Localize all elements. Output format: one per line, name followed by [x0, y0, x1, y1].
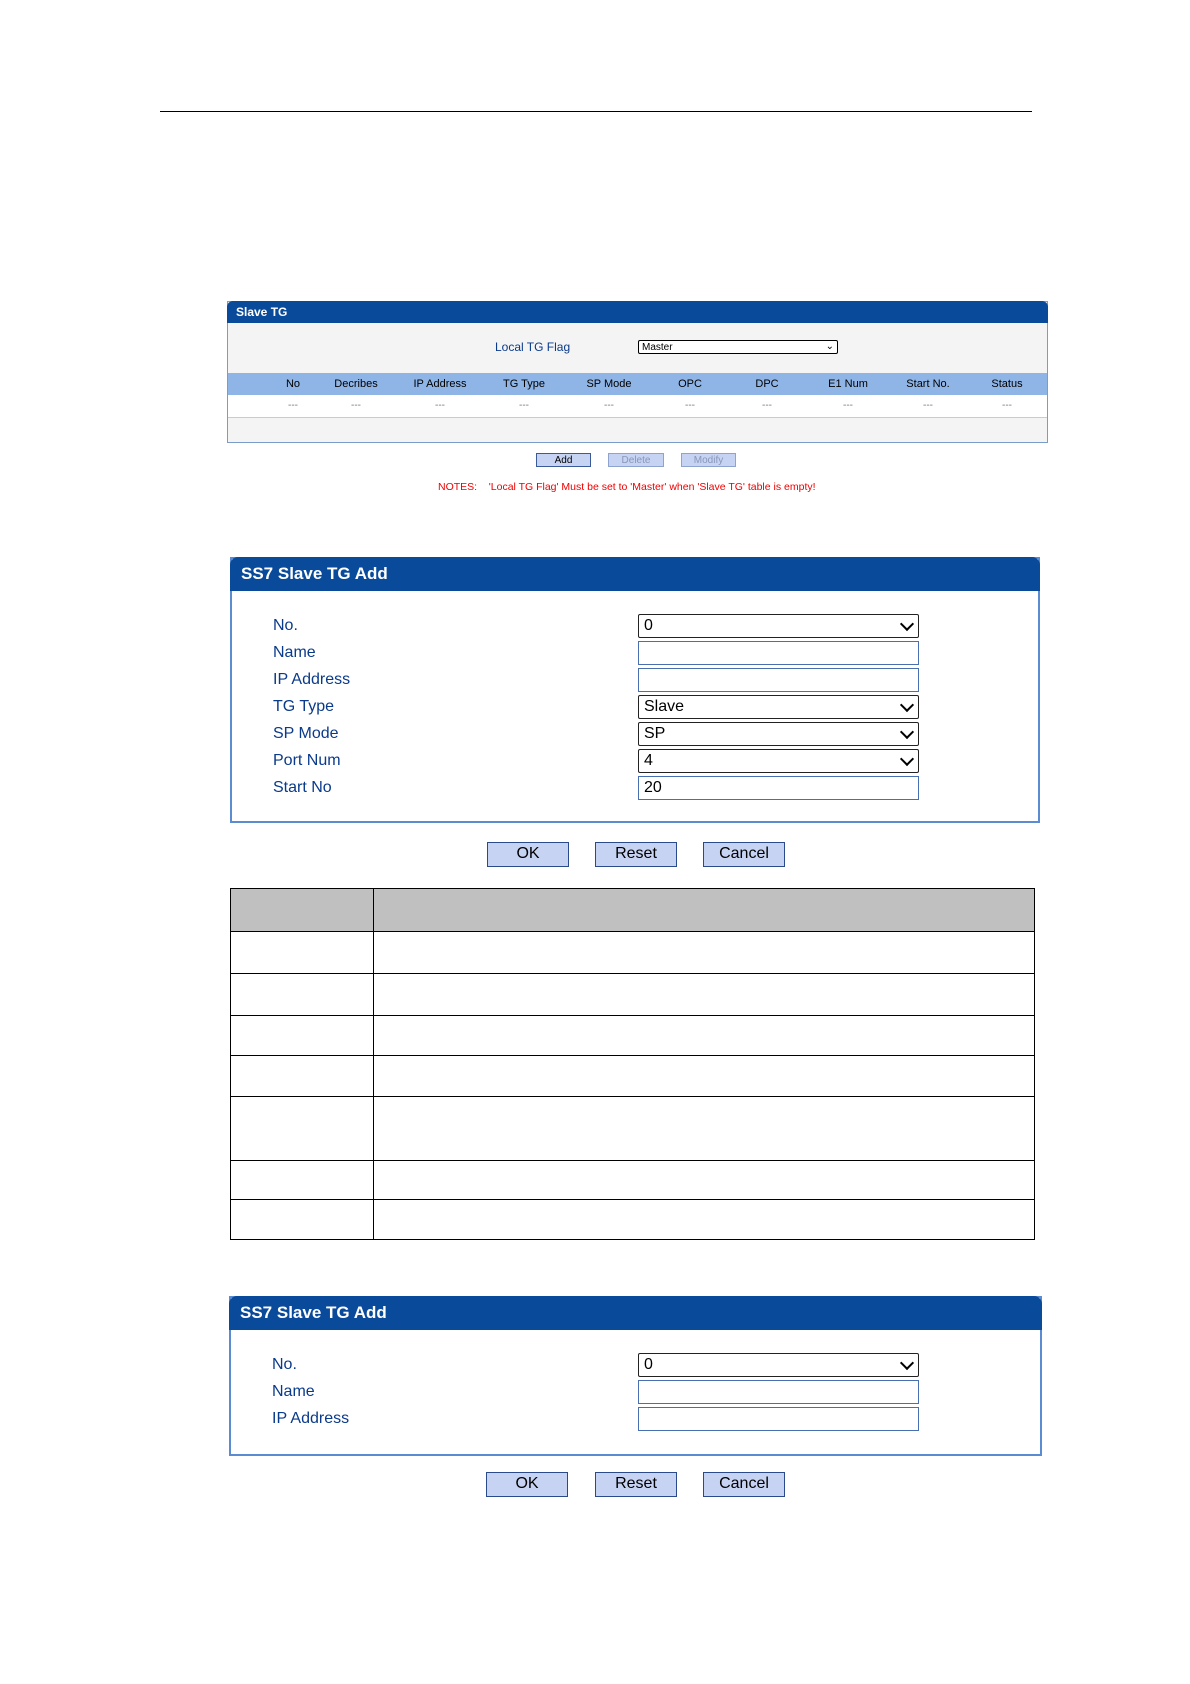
- start-no-input[interactable]: 20: [638, 776, 919, 800]
- table-cell: ---: [519, 400, 529, 411]
- table-border: [230, 1015, 1035, 1016]
- table-border: [230, 1239, 1035, 1240]
- panel-title: SS7 Slave TG Add: [229, 1296, 1042, 1330]
- table-border: [230, 1055, 1035, 1056]
- column-header: Decribes: [334, 378, 378, 390]
- column-header: IP Address: [413, 378, 467, 390]
- slave-tg-panel: [227, 301, 1048, 443]
- field-label-start-no: Start No: [273, 779, 332, 796]
- chevron-down-icon: [900, 1356, 914, 1370]
- field-label-name: Name: [273, 644, 316, 661]
- field-label-ip-address: IP Address: [272, 1410, 350, 1427]
- no-select[interactable]: [638, 1353, 919, 1377]
- cancel-button[interactable]: Cancel: [703, 1472, 785, 1497]
- column-header: OPC: [678, 378, 702, 390]
- cancel-button[interactable]: Cancel: [703, 842, 785, 867]
- table-cell: ---: [843, 400, 853, 411]
- reset-button[interactable]: Reset: [595, 1472, 677, 1497]
- notes-text: NOTES: 'Local TG Flag' Must be set to 'Master' when 'Slave TG' table is empty!: [438, 481, 816, 493]
- chevron-down-icon: [900, 752, 914, 766]
- field-label-name: Name: [272, 1383, 315, 1400]
- column-header: Start No.: [906, 378, 950, 390]
- name-input[interactable]: [638, 641, 919, 665]
- panel-title: SS7 Slave TG Add: [230, 557, 1040, 591]
- ok-button[interactable]: OK: [486, 1472, 568, 1497]
- field-label-port-num: Port Num: [273, 752, 341, 769]
- select-value: 4: [644, 752, 653, 769]
- table-cell: ---: [351, 400, 361, 411]
- sp-mode-select[interactable]: [638, 722, 919, 746]
- select-value: Slave: [644, 698, 685, 715]
- ss7-slave-tg-add-panel: [229, 1296, 1042, 1456]
- table-border: [373, 888, 374, 1240]
- reset-button[interactable]: Reset: [595, 842, 677, 867]
- name-input[interactable]: [638, 1380, 919, 1404]
- field-label-no: No.: [272, 1356, 297, 1373]
- tg-type-select[interactable]: [638, 695, 919, 719]
- ok-button[interactable]: OK: [487, 842, 569, 867]
- table-cell: ---: [685, 400, 695, 411]
- table-border: [230, 1199, 1035, 1200]
- delete-button[interactable]: Delete: [608, 453, 664, 467]
- field-label-tg-type: TG Type: [273, 698, 335, 715]
- port-num-select[interactable]: [638, 749, 919, 773]
- column-header: DPC: [755, 378, 779, 390]
- chevron-down-icon: [900, 725, 914, 739]
- header-rule: [160, 111, 1032, 112]
- chevron-down-icon: ⌄: [825, 341, 834, 352]
- panel-title: Slave TG: [227, 301, 1048, 323]
- table-border: [230, 888, 231, 1240]
- field-label-ip-address: IP Address: [273, 671, 351, 688]
- add-button[interactable]: Add: [536, 453, 591, 467]
- column-header: No: [285, 378, 301, 390]
- chevron-down-icon: [900, 617, 914, 631]
- table-header: [228, 373, 1047, 395]
- column-header: SP Mode: [586, 378, 632, 390]
- table-row: [228, 395, 1047, 418]
- ip-address-input[interactable]: [638, 668, 919, 692]
- chevron-down-icon: [900, 698, 914, 712]
- table-border: [230, 973, 1035, 974]
- field-label-sp-mode: SP Mode: [273, 725, 339, 742]
- ip-address-input[interactable]: [638, 1407, 919, 1431]
- table-cell: ---: [288, 400, 298, 411]
- table-border: [230, 1160, 1035, 1161]
- table-border: [1034, 888, 1035, 1240]
- field-label-no: No.: [273, 617, 298, 634]
- table-cell: ---: [604, 400, 614, 411]
- table-cell: ---: [435, 400, 445, 411]
- table-cell: ---: [762, 400, 772, 411]
- table-border: [230, 888, 1035, 889]
- table-cell: ---: [1002, 400, 1012, 411]
- local-tg-flag-select[interactable]: [638, 340, 838, 354]
- select-value: 0: [644, 617, 653, 634]
- table-cell: ---: [923, 400, 933, 411]
- select-value: SP: [644, 725, 666, 742]
- modify-button[interactable]: Modify: [681, 453, 736, 467]
- ss7-slave-tg-add-panel: [230, 557, 1040, 823]
- select-value: 0: [644, 1356, 653, 1373]
- table-border: [230, 1096, 1035, 1097]
- table-header: [230, 888, 1034, 931]
- select-value: Master: [642, 342, 673, 353]
- column-header: Status: [991, 378, 1023, 390]
- column-header: TG Type: [503, 378, 545, 390]
- table-border: [230, 931, 1035, 932]
- local-tg-flag-label: Local TG Flag: [495, 340, 571, 354]
- no-select[interactable]: [638, 614, 919, 638]
- column-header: E1 Num: [828, 378, 868, 390]
